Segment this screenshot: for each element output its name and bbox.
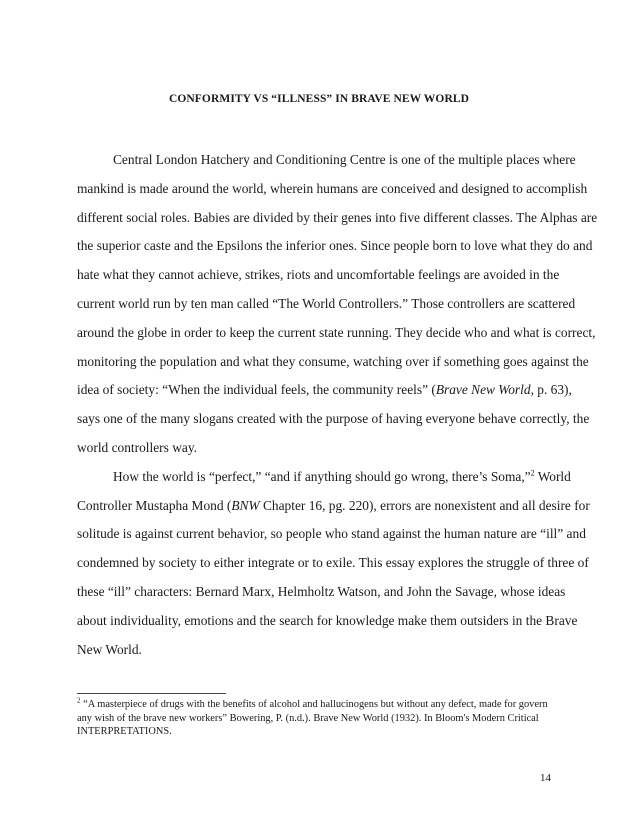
book-abbreviation-citation: BNW xyxy=(231,497,260,513)
paragraph-2 xyxy=(77,463,590,665)
text-line: monitoring the population and what they consume, watching over if something goes against the xyxy=(77,353,589,369)
text-segment: idea of society: “When the individual feels, the community reels” ( xyxy=(77,382,436,398)
text-line: world controllers way. xyxy=(77,439,197,455)
text-line: New World. xyxy=(77,641,142,657)
text-line: condemned by society to either integrate or to exile. This essay explores the struggle of three of xyxy=(77,555,589,571)
text-line: different social roles. Babies are divided by their genes into five different classes. The Alphas are xyxy=(77,209,598,225)
text-segment: Controller Mustapha Mond ( xyxy=(77,497,232,513)
text-segment: , p. 63), xyxy=(530,382,572,398)
text-line: around the globe in order to keep the current state running. They decide who and what is correct, xyxy=(77,324,596,340)
document-body xyxy=(77,146,598,664)
text-line: about individuality, emotions and the search for knowledge make them outsiders in the Brave xyxy=(77,612,578,628)
text-segment: How the world is “perfect,” “and if anything should go wrong, there’s Soma,” xyxy=(113,468,531,484)
text-line: solitude is against current behavior, so people who stand against the human nature are “ill” and xyxy=(77,526,586,542)
text-line: says one of the many slogans created with the purpose of having everyone behave correctly, the xyxy=(77,411,590,427)
text-line: current world run by ten man called “The World Controllers.” Those controllers are scattered xyxy=(77,295,576,311)
paragraph-1 xyxy=(77,146,598,463)
text-line: Central London Hatchery and Conditioning Centre is one of the multiple places where xyxy=(113,152,576,167)
footnote-marker: 2 xyxy=(77,696,81,705)
text-line xyxy=(77,492,590,521)
text-segment: World xyxy=(534,468,571,484)
document-title: CONFORMITY VS “ILLNESS” IN BRAVE NEW WORLD xyxy=(168,93,470,105)
text-line: hate what they cannot achieve, strikes, riots and uncomfortable feelings are avoided in the xyxy=(77,267,560,283)
footnote-line: INTERPRETATIONS. xyxy=(77,726,172,738)
footnote-divider xyxy=(77,693,226,694)
text-line xyxy=(77,376,572,405)
page-number: 14 xyxy=(540,772,551,784)
footnote-line xyxy=(77,698,577,712)
text-line: the superior caste and the Epsilons the inferior ones. Since people born to love what they do and xyxy=(77,238,593,254)
text-segment: Chapter 16, pg. 220), errors are nonexistent and all desire for xyxy=(259,497,590,513)
footnote-reference: 2 xyxy=(530,468,535,478)
footnote xyxy=(77,698,577,739)
text-line: these “ill” characters: Bernard Marx, Helmholtz Watson, and John the Savage, whose ideas xyxy=(77,583,566,599)
book-title-citation: Brave New World xyxy=(435,382,531,398)
footnote-line: any wish of the brave new workers” Bowering, P. (n.d.). Brave New World (1932). In Bloom's Modern Critical xyxy=(77,712,539,724)
text-line: mankind is made around the world, wherein humans are conceived and designed to accomplish xyxy=(77,180,588,196)
footnote-text: “A masterpiece of drugs with the benefits of alcohol and hallucinogens but without any defect, made for govern xyxy=(80,699,548,710)
text-line xyxy=(77,463,571,492)
